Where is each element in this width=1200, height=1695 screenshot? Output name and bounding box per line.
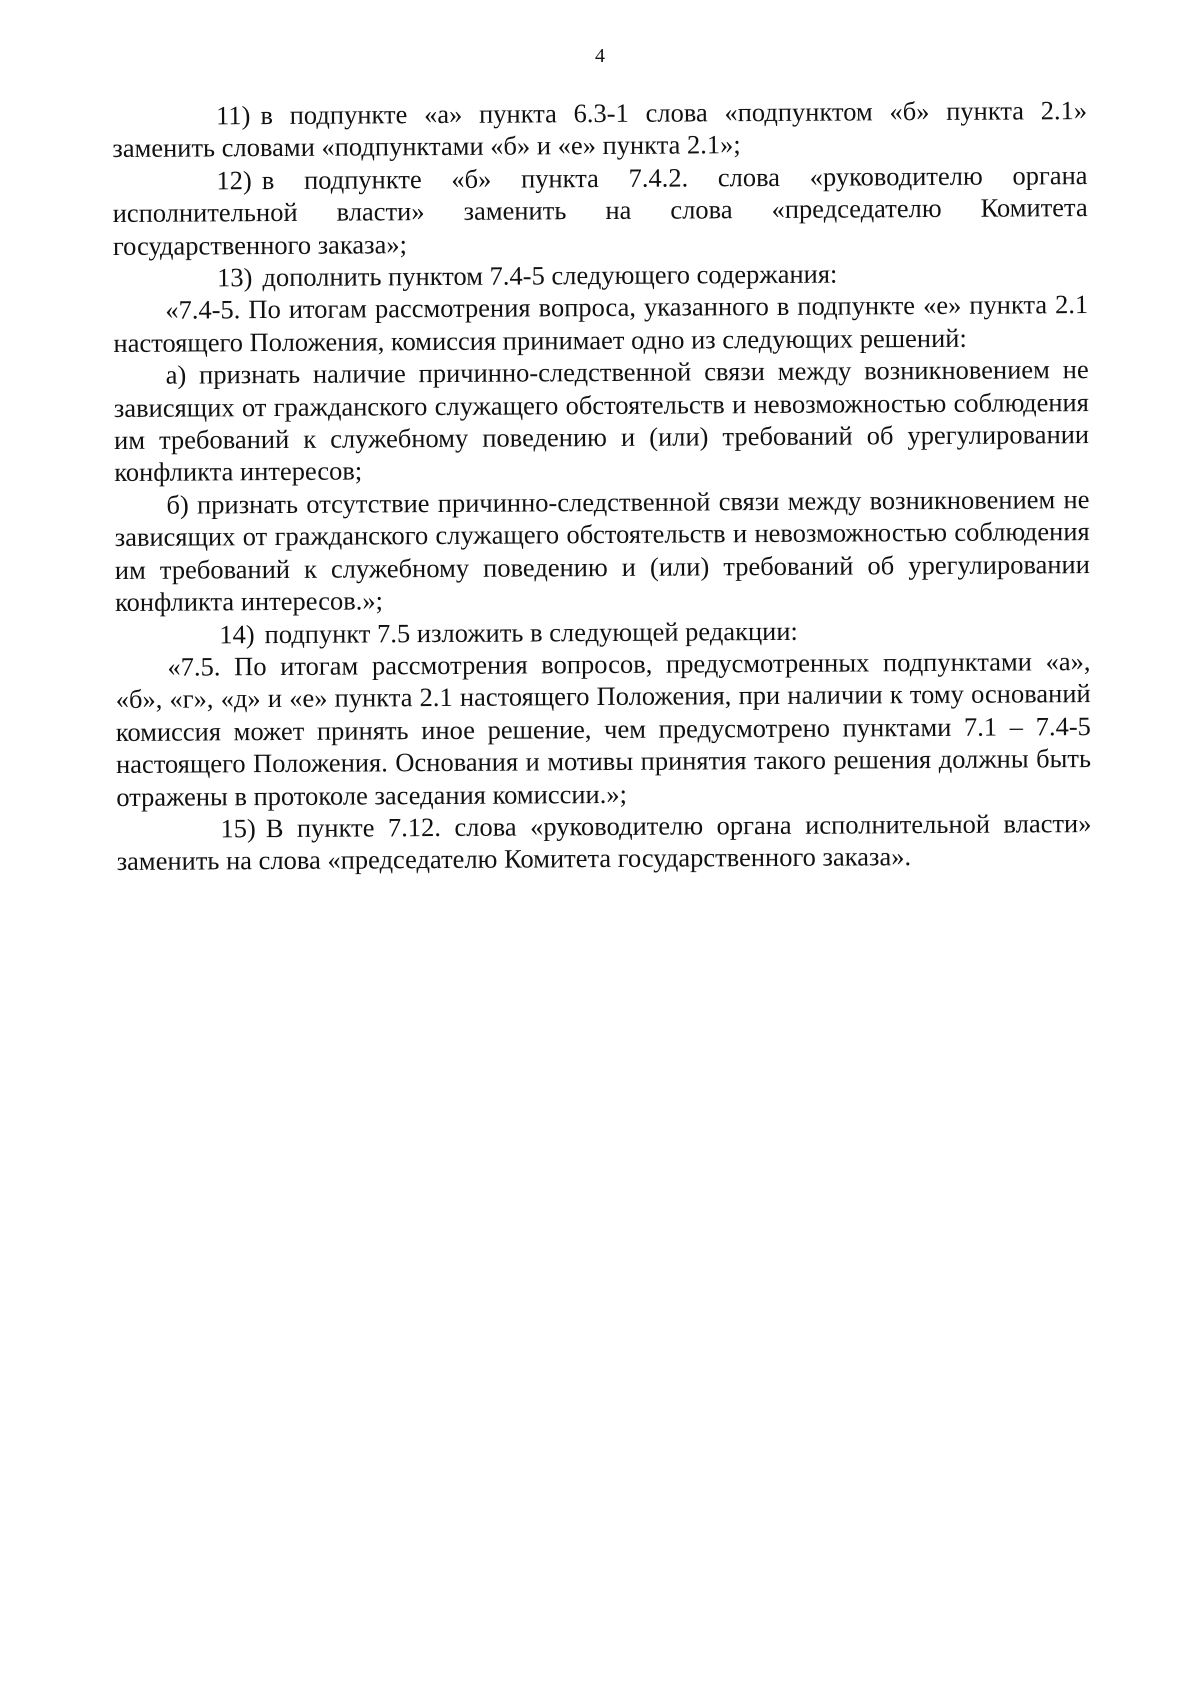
quoted-clause-7-5 — [115, 645, 1091, 813]
quoted-clause-7-4-5 — [113, 288, 1088, 359]
page-number: 4 — [595, 45, 605, 67]
item-12 — [112, 159, 1088, 262]
item-text: в подпункте «б» пункта 7.4.2. слова «руководителю органа исполнительной власти» заменить на слова «председателю Комитета государственного заказа»; — [112, 159, 1088, 261]
item-text: в подпункте «а» пункта 6.3-1 слова «подпунктом «б» пункта 2.1» заменить словами «подпунктами «б» и «е» пункта 2.1»; — [112, 95, 1088, 164]
clause-option-a — [114, 353, 1090, 489]
paragraph-text: «7.4-5. По итогам рассмотрения вопроса, указанного в подпункте «е» пункта 2.1 настоящего Положения, комиссия принимает одно из следующих решений: — [113, 289, 1089, 358]
item-15 — [116, 807, 1091, 878]
item-text: В пункте 7.12. слова «руководителю органа исполнительной власти» заменить на слова «председателю Комитета государственного заказа». — [116, 807, 1092, 877]
item-11 — [112, 94, 1087, 165]
item-number: 14) — [219, 618, 255, 649]
item-number: 13) — [216, 262, 253, 293]
paragraph-text: «7.5. По итогам рассмотрения вопросов, предусмотренных подпунктами «а», «б», «г», «д» и «е» пункта 2.1 настоящего Положения, при наличии к тому оснований комиссия может принять иное решение, чем предусмотрено пунктами 7.1 – 7.4-5 настоящего Положения. Основания и мотивы принятия такого решения должны быть отражены в протоколе заседания комиссии.»; — [115, 645, 1092, 812]
clause-option-b — [114, 483, 1090, 619]
item-number: 12) — [216, 164, 252, 196]
item-number: 11) — [216, 100, 251, 131]
item-number: 15) — [220, 813, 256, 844]
item-text: дополнить пунктом 7.4-5 следующего содержания: — [262, 258, 838, 293]
document-body — [112, 94, 1092, 878]
paragraph-text: а) признать наличие причинно-следственной связи между возникновением не зависящих от гражданского служащего обстоятельств и невозможностью соблюдения им требований к служебному поведению и (или) требований об урегулировании конфликта интересов; — [113, 354, 1090, 488]
item-text: подпункт 7.5 изложить в следующей редакции: — [264, 615, 798, 649]
paragraph-text: б) признать отсутствие причинно-следственной связи между возникновением не зависящих от гражданского служащего обстоятельств и невозможностью соблюдения им требований к служебному поведению и (или) требований об урегулировании конфликта интересов.»; — [114, 483, 1090, 618]
